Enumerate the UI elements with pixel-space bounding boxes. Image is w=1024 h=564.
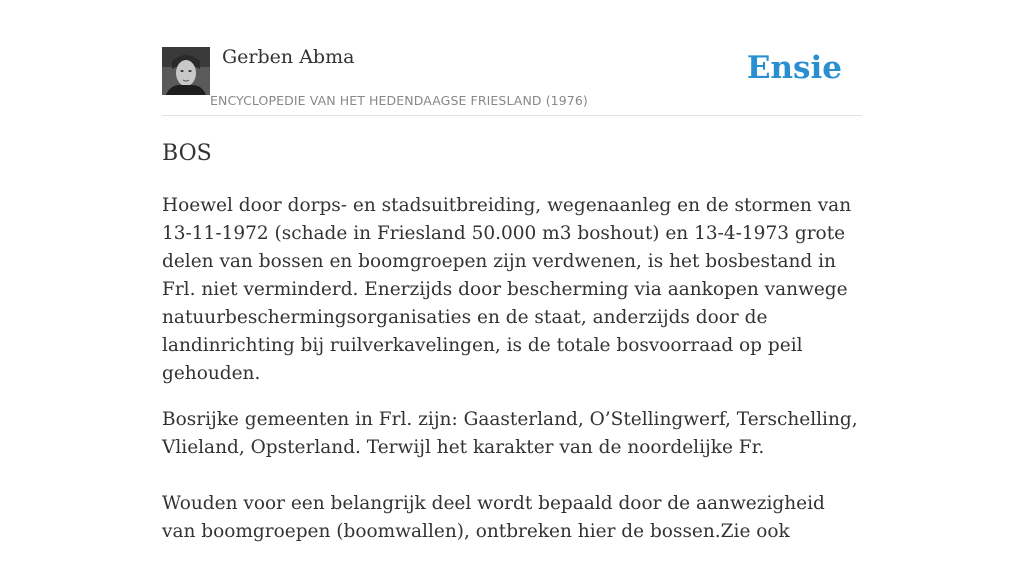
article-paragraph: Wouden voor een belangrijk deel wordt bepaald door de aanwezigheid van boomgroepen (boomwallen), ontbreken hier de bossen.Zie ook bbox=[162, 493, 825, 542]
source-publication[interactable]: ENCYCLOPEDIE VAN HET HEDENDAAGSE FRIESLAND (1976) bbox=[210, 93, 588, 108]
article-title: BOS bbox=[162, 141, 212, 166]
ensie-logo[interactable]: Ensie bbox=[746, 50, 842, 86]
author-avatar[interactable] bbox=[162, 47, 210, 95]
author-portrait-image bbox=[162, 47, 210, 95]
author-name[interactable]: Gerben Abma bbox=[222, 46, 355, 68]
header-divider bbox=[162, 115, 862, 116]
article-paragraph: Bosrijke gemeenten in Frl. zijn: Gaasterland, O’Stellingwerf, Terschelling, Vlieland, Opsterland. Terwijl het karakter van de noordelijke Fr. bbox=[162, 409, 858, 458]
article-page bbox=[162, 0, 862, 542]
article-body bbox=[162, 192, 862, 564]
article-paragraph: Hoewel door dorps- en stadsuitbreiding, wegenaanleg en de stormen van 13-11-1972 (schade in Friesland 50.000 m3 boshout) en 13-4-1973 grote delen van bossen en boomgroepen zijn verdwenen, is het bosbestand in Frl. niet verminderd. Enerzijds door bescherming via aankopen vanwege natuurbeschermingsorganisaties en de staat, anderzijds door de landinrichting bij ruilverkavelingen, is de totale bosvoorraad op peil gehouden. bbox=[162, 195, 852, 384]
